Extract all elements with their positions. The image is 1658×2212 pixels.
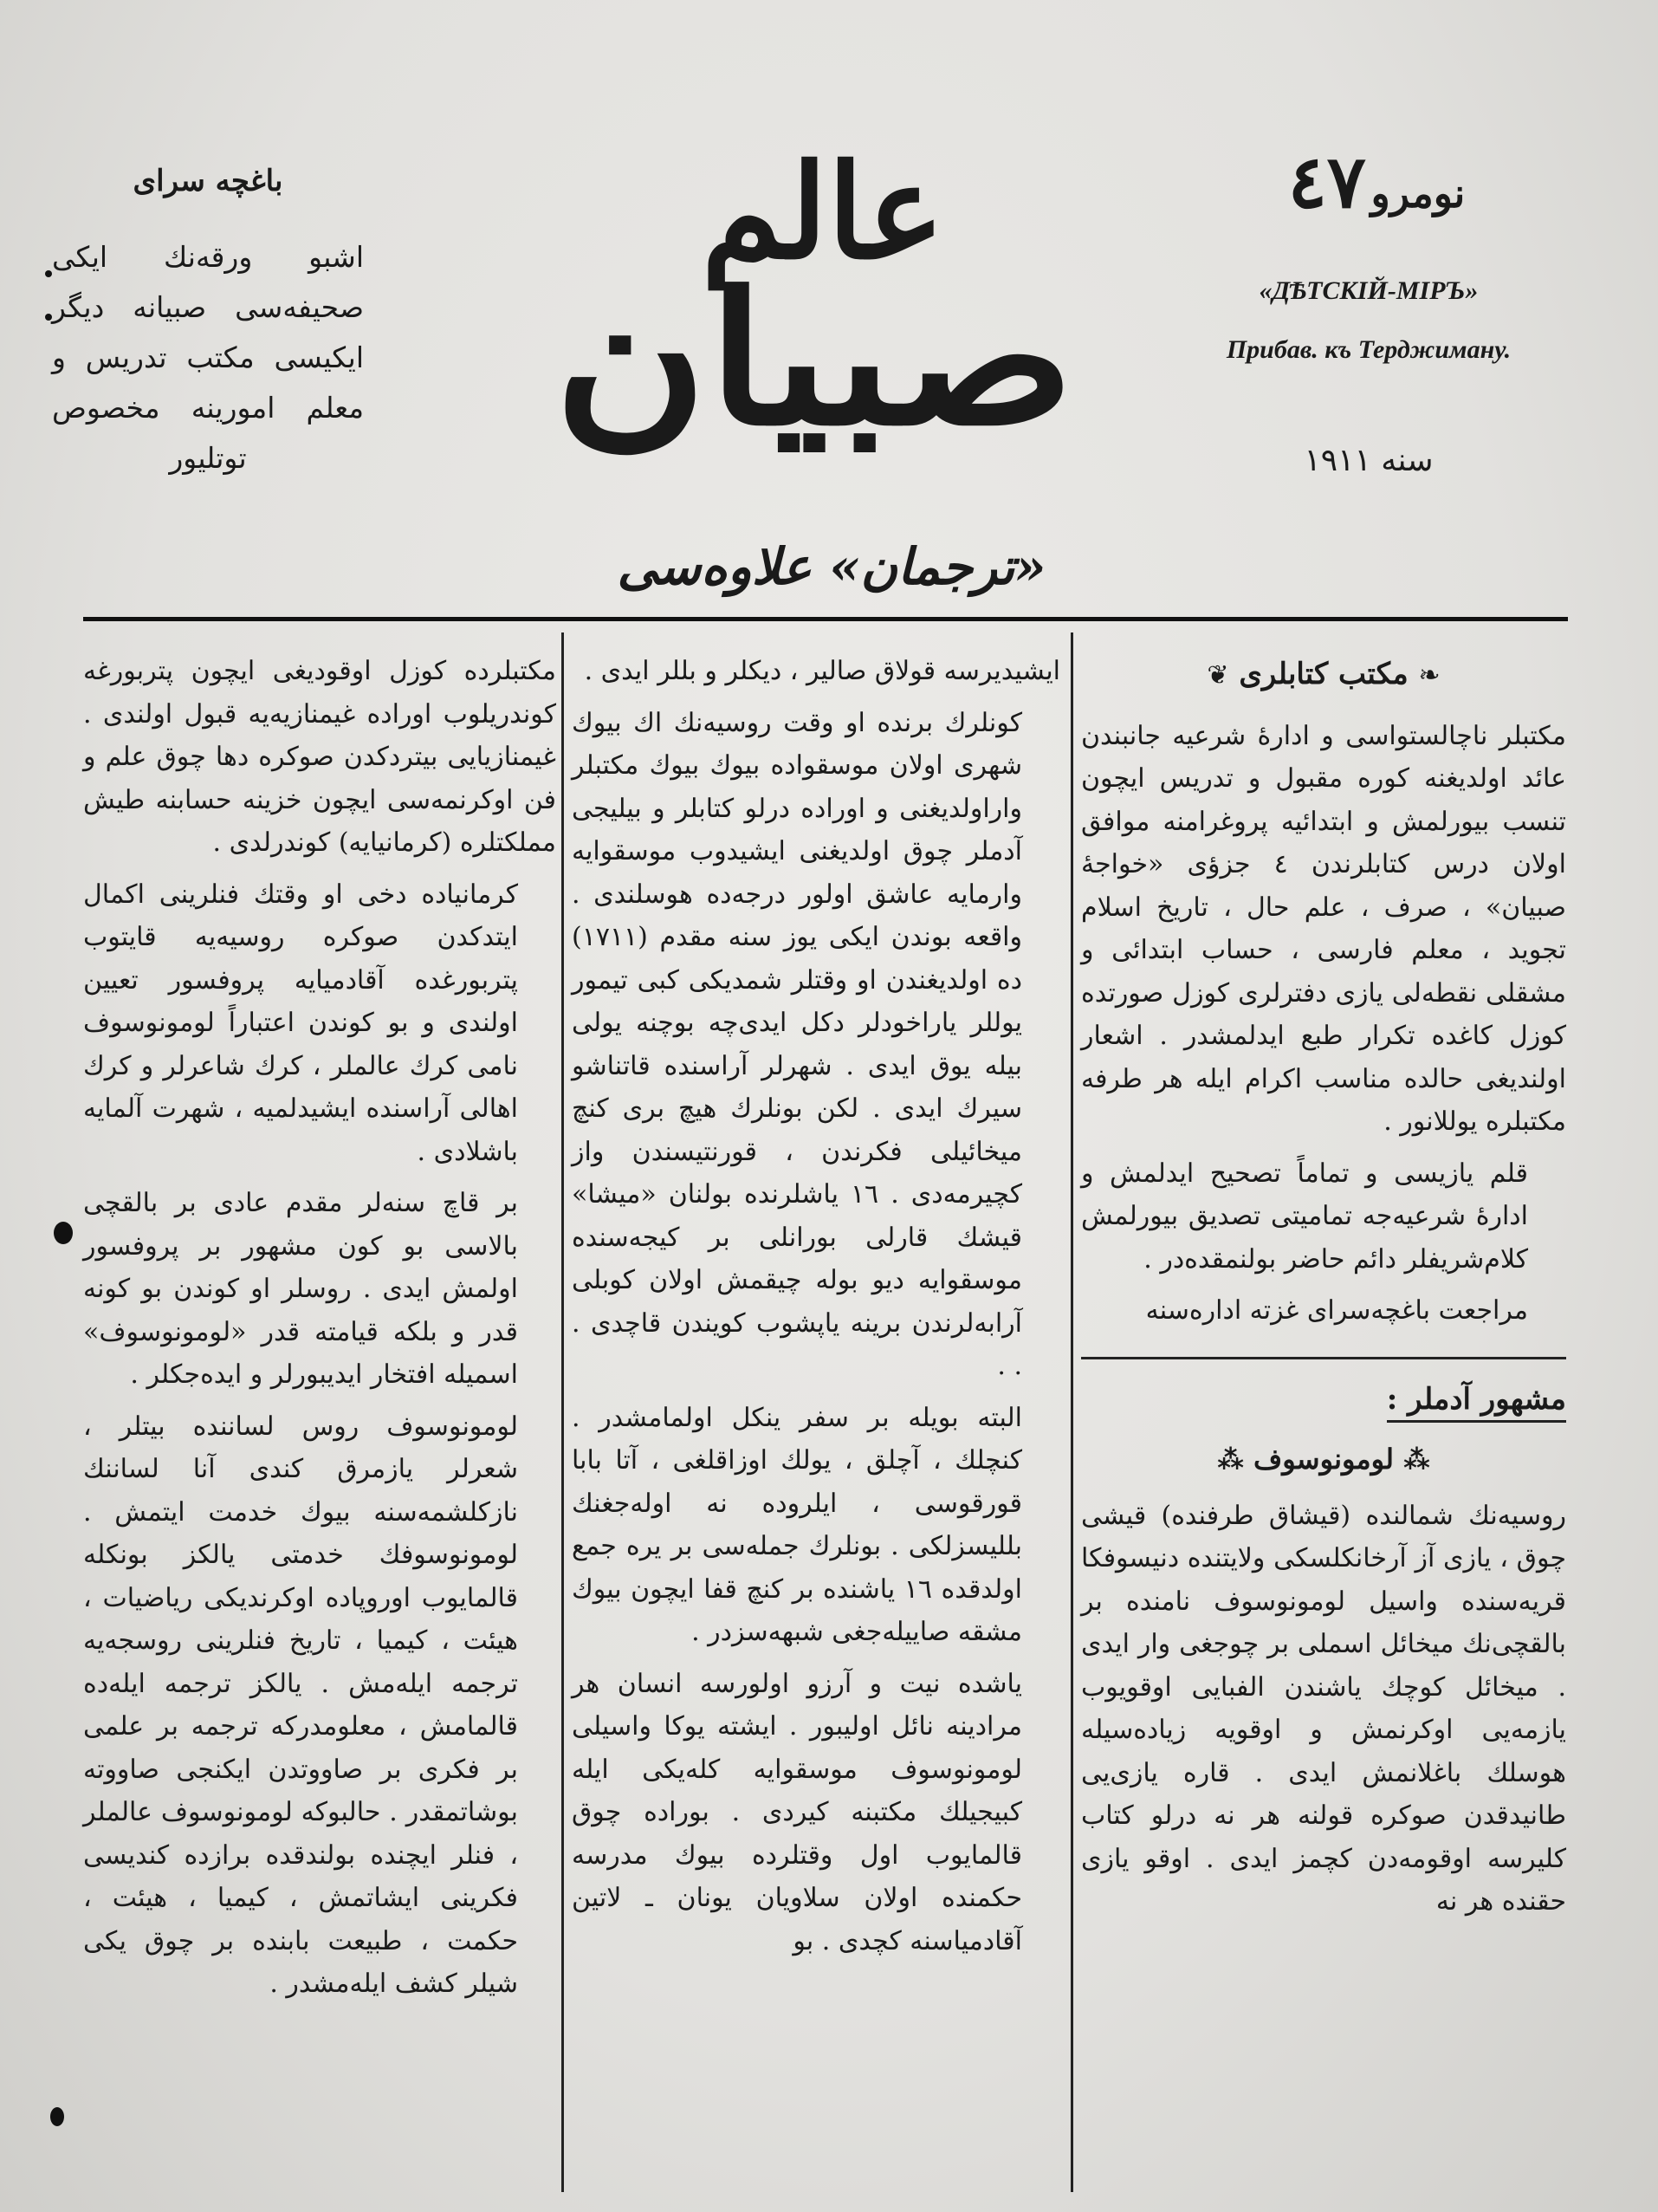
section-title-text: مكتب كتابلری (1239, 657, 1409, 691)
masthead-note: اشبو ورقه‌نك ایكی صحیفه‌سی صبیانه دیگر ایكیسی مكتب تدریس و معلم امورینه مخصوص توتلیور (52, 240, 364, 475)
publisher-location: باغچه سرای (133, 164, 283, 198)
masthead-right-info (1178, 139, 1559, 478)
paragraph: روسیه‌نك شمالنده (قیشاق طرفنده) قیشی چوق ، یازی آز آرخانكلسكی ولایتنده دنیسوفكا قریه‌سنده واسیل لومونوسوف نامنده بر بالقچی‌نك میخائل اسملی بر چوجغی وار ایدی . میخائل كوچك یاشندن الفبایی اوقویوب یازمه‌یی اوكرنمش و اوقویه زیاده‌سیله هوسلك باغلانمش ایدی . قاره یازی‌یی طانیدقدن صوكره قولنه هر نه درلو كتاب كلیرسه اوقومه‌دن كچمز ایدی . اوقو یازی حقنده هر نه (1081, 1500, 1566, 1917)
publication-year: سنه ١٩١١ (1304, 443, 1434, 478)
masthead-divider (83, 617, 1568, 621)
paragraph: كونلرك برنده او وقت روسیه‌نك اك بیوك شهری اولان موسقواده بیوك بیوك مكتبلر واراولدیغنی و اوراده درلو كتابلر و بیلیجی آدملر چوق اولدیغنی ایشیدوب موسقوایه وارمایه عاشق اولور درجه‌ده هوسلندی . واقعه بوندن ایكی یوز سنه مقدم (١٧١١) ده اولدیغندن او وقتلر شمدیكی كبی تیمور یوللر یاراخودلر دكل ایدی‌چه بوچنه یولی بیله یوق ایدی . شهرلر آراسنده قاتناشو سیرك ایدی . لكن بونلرك هیچ بری كنچ میخائیلی فكرندن ، قورنتیسندن واز كچیرمه‌دی . ١٦ یاشلرنده بولنان «میشا» قیشك قارلی بورانلی بر كیجه‌سنده موسقوایه دیو بوله چیقمش اولان كوبلی آرابه‌لرندن برینه یاپشوب كویندن قاچدی . . . (572, 707, 1022, 1381)
section-title-famous-people: مشهور آدملر : (1081, 1378, 1566, 1422)
column-right (1081, 650, 1566, 1932)
ink-blot (54, 1222, 73, 1244)
contact-line: مراجعت باغچه‌سرای غزته اداره‌سنه (1145, 1295, 1528, 1326)
ornament-icon: ❦ (1207, 660, 1229, 691)
section-divider (1081, 1357, 1566, 1359)
newspaper-subtitle: «ترجمان» علاوه‌سی (617, 537, 1046, 596)
title-word-sibyan: صبیان (554, 252, 1075, 466)
newspaper-title (485, 130, 1143, 466)
paragraph: مكتبلرده كوزل اوقودیغی ایچون پتربورغه كوندریلوب اوراده غیمنازیه‌یه قبول اولندی . غیمنازیایی بیتردكدن صوكره دها چوق علم و فن اوكرنمه‌سی ایچون خزینه حسابنه طیش مملكتلره (كرمانیایه) كوندرلدی . (83, 656, 556, 858)
ornament-icon: ❧ (1418, 660, 1441, 691)
paragraph: ایشیدیرسه قولاق صالیر ، دیكلر و بللر ایدی . (584, 656, 1060, 686)
title-word-alem: عالم (701, 136, 945, 289)
ink-blot (45, 314, 52, 321)
paragraph: كرمانیاده دخی او وقتك فنلرینی اكمال ایتدكدن صوكره روسیه‌یه قایتوب پتربورغده آقادمیایه پروفسور تعیین اولندی و بو كوندن اعتباراً لومونوسوف نامی كرك عالملر ، كرك شاعرلر و كرك اهالی آراسنده ایشیدلمیه ، شهرت آلمایه باشلادی . (83, 879, 518, 1167)
paragraph: یاشده نیت و آرزو اولورسه انسان هر مرادینه نائل اولیبور . ایشته یوكا واسیلی لومونوسوف موسقوایه كله‌یكی ایله كبیجیلك مكتبنه كیردی . بوراده چوق قالمایوب اول وقتلرده بیوك مدرسه حكمنده اولان سلاویان یونان ـ لاتین آقادمیاسنه كچدی . بو (572, 1668, 1022, 1956)
masthead-left-notice (52, 156, 364, 483)
russian-subtitle: Прибав. къ Терджиману. (1226, 335, 1512, 364)
issue-label: نومرو (1370, 170, 1466, 217)
column-middle (572, 650, 1060, 1971)
russian-title: «ДѢТСКІЙ-МІРЪ» (1259, 276, 1479, 305)
column-divider-right (1071, 632, 1073, 2192)
paragraph: مكتبلر ناچالستواسی و ادارهٔ شرعیه جانبندن عائد اولدیغنه كوره مقبول و تدریس ایچون تنسب بیورلمش و ابتدائیه پروغرامنه موافق اولان درس كتابلرندن ٤ جزؤی «خواجهٔ صبیان» ، صرف ، علم حال ، تاریخ اسلام تجوید ، معلم فارسی ، حساب ابتدائی و مشقلی نقطه‌لی یازی دفترلری كوزل صورتده كوزل كاغده تكرار طبع ایدلمشدر . اشعار اولندیغی حالده مناسب اكرام ایله هر طرفه مكتبلره یوللانور . (1081, 720, 1566, 1137)
paragraph: بر قاچ سنه‌لر مقدم عادی بر بالقچی بالاسی بو كون مشهور بر پروفسور اولمش ایدی . روسلر او كوندن بو كونه قدر و بلكه قیامته قدر «لومونوسوف» اسمیله افتخار ایدیبورلر و ایده‌جكلر . (83, 1188, 518, 1390)
section-title-school-books (1081, 653, 1566, 697)
ink-blot (50, 2107, 64, 2126)
ink-blot (45, 270, 52, 277)
paragraph: لومونوسوف روس لساننده بیتلر ، شعرلر یازمرق كندی آنا لساننك نازكلشمه‌سنه بیوك خدمت ایتمش . لومونوسوفك خدمتی یالكز بونكله قالمایوب اوروپاده اوكرندیكی ریاضیات ، هیئت ، كیمیا ، تاریخ فنلرینی روسجه‌یه ترجمه ایله‌مش . یالكز ترجمه ایله‌ده قالمامش ، معلومدركه ترجمه بر علمی بر فكری بر صاووتدن ایكنجی صاووته بوشاتمقدر . حالبوكه لومونوسوف عالملر ، فنلر ایچنده بولندقده برازده كندیسی فكرینی ایشاتمش ، كیمیا ، هیئت ، حكمت ، طبیعت بابنده بر چوق یكی شیلر كشف ایله‌مشدر . (83, 1411, 518, 1999)
paragraph: قلم یازیسی و تماماً تصحیح ایدلمش و ادارهٔ شرعیه‌جه تمامیتی تصدیق بیورلمش كلام‌شریفلر دائم حاضر بولنمقده‌در . (1081, 1158, 1528, 1275)
column-divider-left (561, 632, 564, 2192)
issue-number (1178, 139, 1559, 224)
issue-value: ٤٧ (1287, 139, 1366, 224)
paragraph: البته بویله بر سفر ینكل اولمامشدر . كنچلك ، آچلق ، یولك اوزاقلغی ، آتا بابا قورقوسی ، ایلروده نه اوله‌جغنك بللیسزلكی . بونلرك جمله‌سی بر یره جمع اولدقده ١٦ یاشنده بر كنچ قفا ایچون بیوك مشقه صاییله‌جغی شبهه‌سزدر . (572, 1402, 1023, 1647)
article-title-lomonosov: ⁂ لومونوسوف ⁂ (1217, 1443, 1430, 1476)
column-left (83, 650, 556, 2014)
